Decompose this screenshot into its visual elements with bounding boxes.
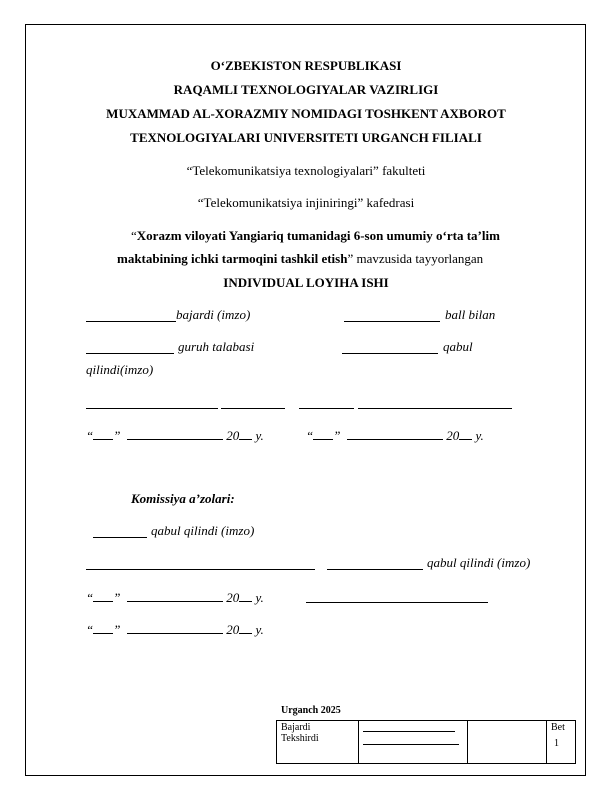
bajardi-imzo-label: bajardi (imzo): [176, 307, 251, 322]
signature-line: [342, 353, 438, 354]
date-close-quote: ”: [113, 622, 121, 637]
bet-label: Bet: [551, 722, 565, 733]
name-line: [358, 408, 512, 409]
topic-title-part-1: Xorazm viloyati Yangiariq tumanidagi 6-son umumiy o‘rta ta’lim: [136, 228, 500, 243]
month-blank: [127, 600, 223, 602]
signature-line: [327, 569, 423, 570]
header-line-1: O‘ZBEKISTON RESPUBLIKASI: [210, 58, 402, 73]
qabul-label: qabul: [443, 339, 473, 354]
commission-date-2: [86, 622, 264, 638]
date-open-quote: “: [86, 622, 94, 637]
date-close-quote: ”: [113, 428, 121, 443]
day-blank: [93, 632, 113, 634]
day-blank: [93, 600, 113, 602]
date-open-quote: “: [306, 428, 314, 443]
date-open-quote: “: [86, 590, 94, 605]
day-blank: [93, 438, 113, 440]
blank-cell: [468, 721, 547, 764]
year-prefix: 20: [226, 590, 240, 605]
city-year: Urganch 2025: [281, 705, 341, 716]
qilindi-imzo-label: qilindi(imzo): [86, 362, 154, 377]
page-cell: [547, 721, 576, 764]
guruh-talabasi-label: guruh talabasi: [178, 339, 255, 354]
signature-line: [93, 537, 147, 538]
date-left: [86, 428, 264, 444]
name-line: [299, 408, 354, 409]
year-suffix: y.: [255, 622, 264, 637]
date-close-quote: ”: [113, 590, 121, 605]
date-close-quote: ”: [333, 428, 341, 443]
month-blank: [127, 438, 223, 440]
signature-line: [363, 731, 455, 732]
day-blank: [313, 438, 333, 440]
commission-date-1: [86, 590, 264, 606]
name-line: [221, 408, 285, 409]
year-blank: [239, 438, 252, 440]
header-line-3: MUXAMMAD AL-XORAZMIY NOMIDAGI TOSHKENT AXBOROT: [106, 106, 506, 121]
year-prefix: 20: [226, 428, 240, 443]
topic-title-part-2: maktabining ichki tarmoqini tashkil etish: [117, 251, 348, 266]
year-blank: [239, 600, 252, 602]
document-type: INDIVIDUAL LOYIHA ISHI: [223, 275, 389, 290]
date-right: [306, 428, 484, 444]
roles-cell: [277, 721, 359, 764]
year-suffix: y.: [475, 428, 484, 443]
commission-title: Komissiya a’zolari:: [131, 491, 235, 506]
topic-line-2: [117, 251, 483, 267]
month-blank: [347, 438, 443, 440]
name-line: [86, 569, 315, 570]
year-blank: [459, 438, 472, 440]
faculty-name: “Telekomunikatsiya texnologiyalari” fakulteti: [186, 163, 426, 178]
header-line-2: RAQAMLI TEXNOLOGIYALAR VAZIRLIGI: [173, 82, 439, 97]
ball-bilan-label: ball bilan: [445, 307, 496, 322]
year-prefix: 20: [226, 622, 240, 637]
department-name: “Telekomunikatsiya injiniringi” kafedrasi: [197, 195, 415, 210]
page-number: 1: [554, 738, 559, 749]
commission-qabul-label-1: qabul qilindi (imzo): [151, 523, 255, 538]
name-line: [86, 408, 218, 409]
signature-line: [86, 353, 174, 354]
signature-line: [344, 321, 440, 322]
month-blank: [127, 632, 223, 634]
tekshirdi-role: Tekshirdi: [281, 733, 319, 744]
name-line: [306, 602, 488, 603]
title-block-table: [276, 720, 576, 764]
signature-line: [86, 321, 176, 322]
bajardi-role: Bajardi: [281, 722, 311, 733]
year-suffix: y.: [255, 428, 264, 443]
year-prefix: 20: [446, 428, 460, 443]
topic-open-quote: “: [131, 228, 137, 243]
topic-line-1: [131, 228, 500, 244]
signature-cell: [359, 721, 468, 764]
commission-qabul-label-2: qabul qilindi (imzo): [427, 555, 531, 570]
date-open-quote: “: [86, 428, 94, 443]
year-blank: [239, 632, 252, 634]
signature-line: [363, 744, 459, 745]
header-line-4: TEXNOLOGIYALARI UNIVERSITETI URGANCH FILIALI: [130, 130, 482, 145]
year-suffix: y.: [255, 590, 264, 605]
topic-suffix: ” mavzusida tayyorlangan: [347, 251, 484, 266]
